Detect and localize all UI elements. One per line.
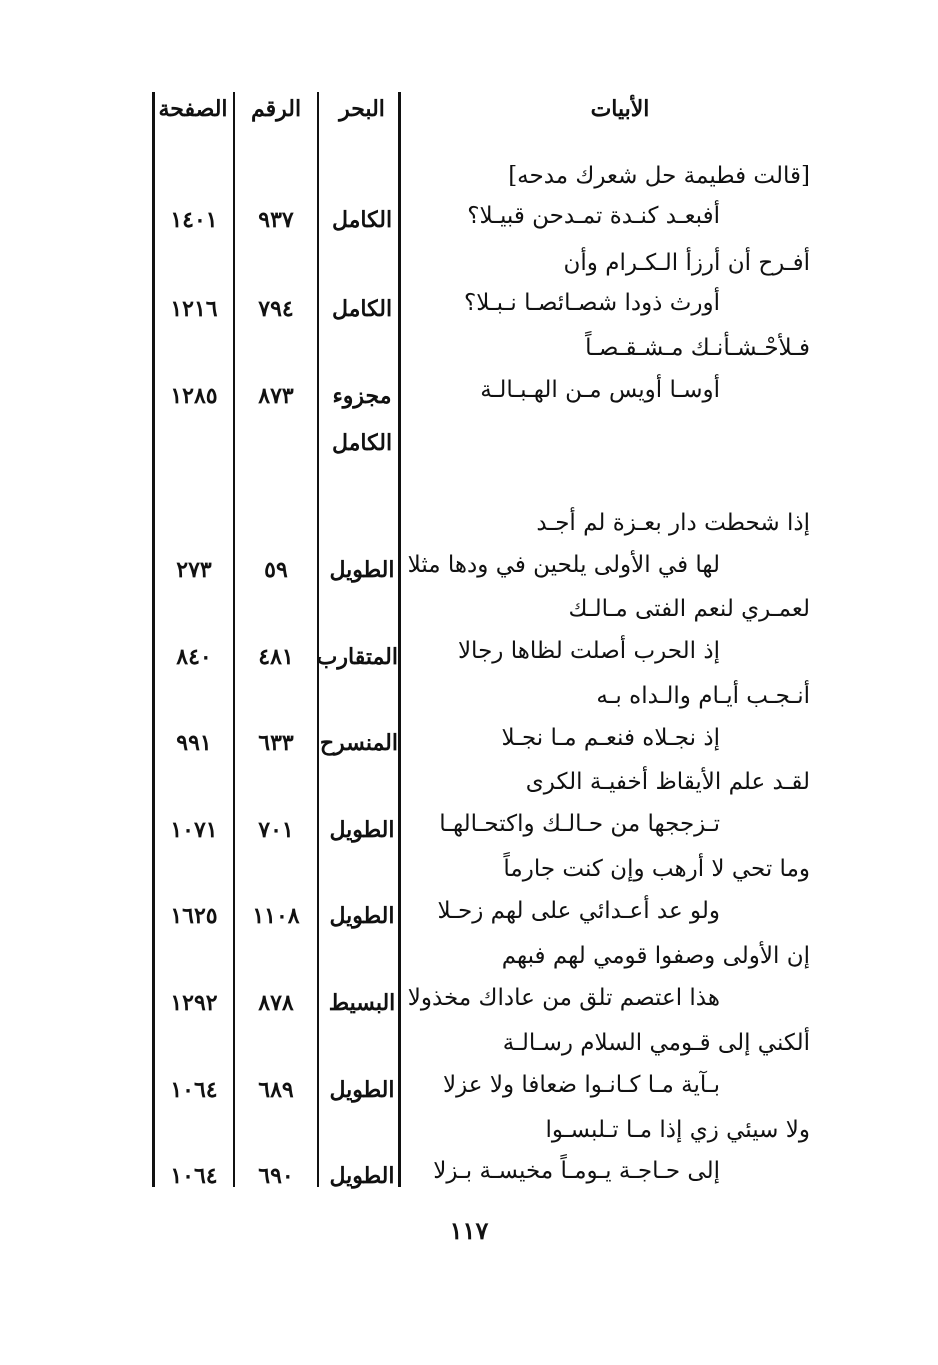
verse-line-first: وما تحي لا أرهب وإن كنت جارماً: [503, 856, 810, 882]
meter-cell: المنسرح: [319, 730, 398, 756]
meter-cell-continued: الكامل: [331, 430, 393, 456]
meter-cell: الطويل: [329, 1163, 395, 1189]
meter-cell: مجزوء: [332, 383, 392, 409]
verse-line-first: فـلأحْـشـأنـك مـشـقـصـاً: [585, 335, 810, 361]
column-divider-meter-verses: [398, 92, 401, 1187]
verse-line-second: أفبعـد كنـدة تمـدحن قبيـلا؟: [467, 203, 720, 229]
page-cell: ١٠٧١: [170, 817, 218, 843]
header-verses: الأبيات: [590, 96, 650, 122]
verse-line-second: إذ الحرب أصلت لظاها رجالا: [457, 638, 720, 664]
page-cell: ١٠٦٤: [170, 1163, 218, 1189]
meter-cell: الطويل: [329, 557, 395, 583]
number-cell: ٦٨٩: [258, 1077, 294, 1103]
verse-line-first: [قالت فطيمة حل شعرك مدحه]: [508, 163, 810, 189]
verse-line-second: تـزججها من حـالـك واكتحـالهـا: [439, 811, 720, 837]
number-cell: ٤٨١: [258, 644, 294, 670]
verse-line-first: لقـد علم الأيقاظ أخفيـة الكرى: [525, 769, 810, 795]
verse-line-first: إذا شحطت دار بعـزة لم أجـد: [536, 510, 810, 536]
column-divider-number-meter: [317, 92, 319, 1187]
verse-line-second: إلى حـاجـة يـومـاً مخيسـة بـزلا: [433, 1158, 720, 1184]
page-cell: ١٢٩٢: [170, 990, 218, 1016]
number-cell: ٦٩٠: [258, 1163, 294, 1189]
verse-line-second: بـآية مـا كـانـوا ضعافا ولا عزلا: [443, 1072, 720, 1098]
number-cell: ٧٠١: [258, 817, 294, 843]
number-cell: ١١٠٨: [252, 903, 300, 929]
page-cell: ١٦٢٥: [170, 903, 218, 929]
meter-cell: الطويل: [329, 817, 395, 843]
header-meter: البحر: [339, 96, 385, 122]
number-cell: ٧٩٤: [258, 296, 294, 322]
header-number: الرقم: [250, 96, 302, 122]
meter-cell: البسيط: [328, 990, 396, 1016]
meter-cell: الطويل: [329, 903, 395, 929]
number-cell: ٩٣٧: [258, 207, 294, 233]
verse-line-second: إذ نجـلاه فنعـم مـا نجـلا: [501, 725, 720, 751]
verse-line-second: ولو عد أعـدائي على لهم زحـلا: [437, 898, 720, 924]
header-page: الصفحة: [158, 96, 228, 122]
number-cell: ٦٣٣: [258, 730, 294, 756]
verse-line-first: لعمـري لنعم الفتى مـالـك: [568, 596, 810, 622]
page-cell: ٩٩١: [176, 730, 212, 756]
page-cell: ١٤٠١: [170, 207, 218, 233]
number-cell: ٨٧٨: [258, 990, 294, 1016]
verse-line-second: أورث ذودا شصـائصـا نـبـلا؟: [464, 290, 720, 316]
verse-line-first: إن الأولى وصفوا قومي لهم فبهم: [501, 943, 810, 969]
number-cell: ٨٧٣: [258, 383, 294, 409]
verse-line-second: لها في الأولى يلحين في ودها مثلا: [407, 552, 720, 578]
verse-line-second: هذا اعتصم تلق من عاداك مخذولا: [407, 985, 720, 1011]
meter-cell: الكامل: [331, 207, 393, 233]
verse-line-second: أوسـا أويس مـن الهـبـالـة: [480, 377, 720, 403]
table-border-left: [152, 92, 155, 1187]
page-cell: ١٢٨٥: [170, 383, 218, 409]
verse-line-first: ولا سيئي زي إذا مـا تـلبسـوا: [545, 1117, 810, 1143]
meter-cell: الكامل: [331, 296, 393, 322]
page-cell: ٢٧٣: [176, 557, 212, 583]
meter-cell: المتقارب: [316, 644, 398, 670]
verse-line-first: أنـجـب أيـام والـداه بـه: [596, 683, 810, 709]
page-cell: ١٢١٦: [170, 296, 218, 322]
page-cell: ٨٤٠: [176, 644, 212, 670]
page-cell: ١٠٦٤: [170, 1077, 218, 1103]
column-divider-page-number: [233, 92, 235, 1187]
verse-line-first: ألكني إلى قـومي السلام رسـالـة: [502, 1030, 810, 1056]
meter-cell: الطويل: [329, 1077, 395, 1103]
number-cell: ٥٩: [264, 557, 288, 583]
verse-line-first: أفـرح أن أرزأ الـكـرام وأن: [563, 250, 810, 276]
page-number: ١١٧: [449, 1216, 489, 1245]
